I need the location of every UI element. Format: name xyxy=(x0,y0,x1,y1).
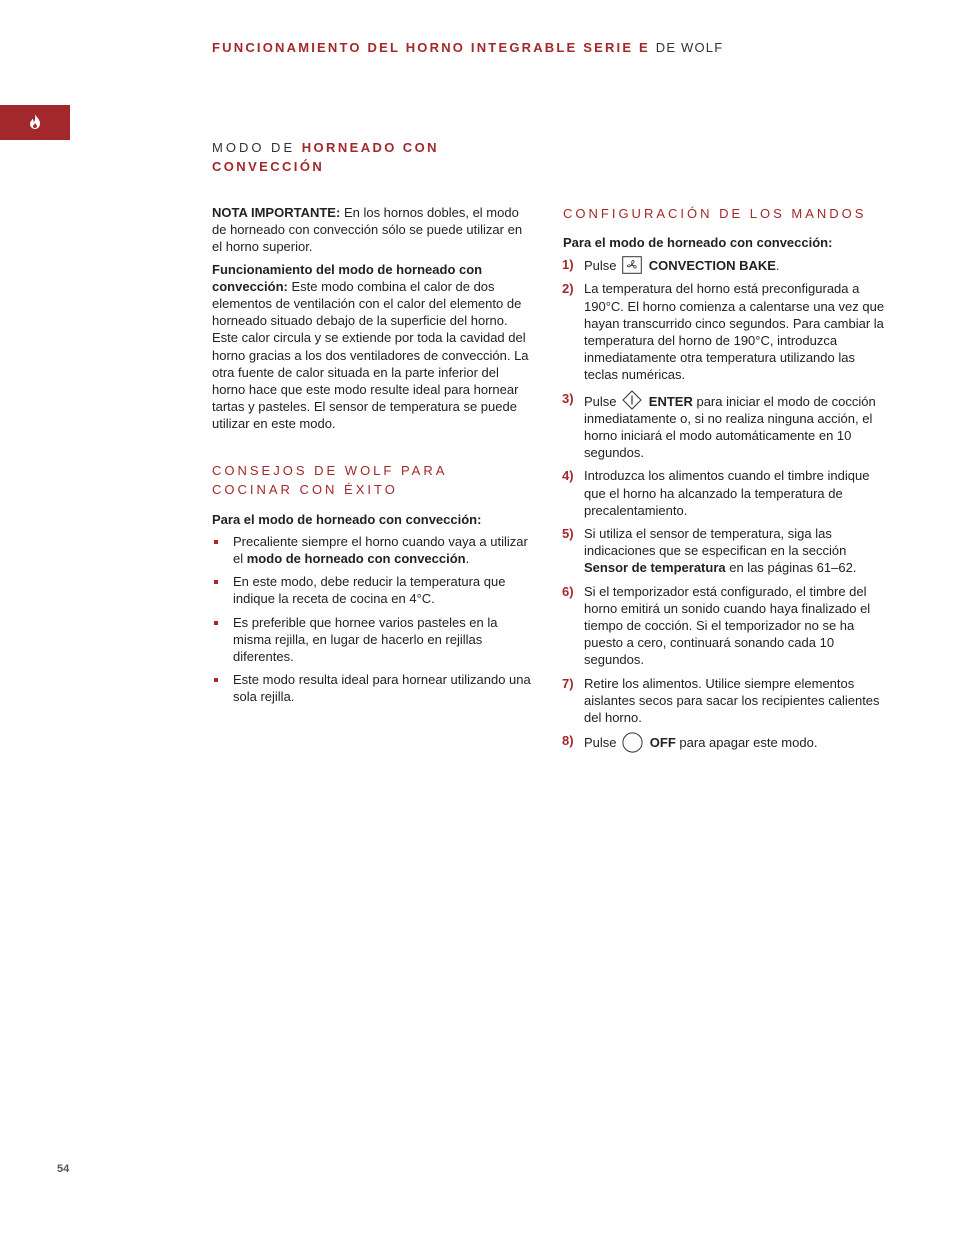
list-item xyxy=(212,671,534,705)
page-header xyxy=(212,40,723,55)
important-note xyxy=(212,204,534,256)
step-3-text: para iniciar el modo de cocción inmediatamente o, si no realiza ninguna acción, el horno iniciará el modo automáticamente en 10 segundos. xyxy=(584,393,876,461)
step-number: 1) xyxy=(562,257,574,273)
step-5-end: en las páginas 61–62. xyxy=(729,560,857,576)
step-4-text: Introduzca los alimentos cuando el timbre indique que el horno ha alcanzado la temperatura de precalentamiento. xyxy=(584,468,870,518)
header-brand: DE WOLF xyxy=(655,40,724,55)
step-7-text: Retire los alimentos. Utilice siempre elementos aislantes secos para sacar los recipientes calientes del horno. xyxy=(584,675,880,726)
steps-list xyxy=(563,256,885,753)
operation-label: Funcionamiento del modo de horneado con convección: xyxy=(212,261,483,294)
operation-text: Este modo combina el calor de dos elementos de ventilación con el calor del elemento de horneado situado debajo de la superficie del horno. Este calor circula y se extiende por toda la cavidad del horno gracias a los dos ventiladores de convección. La otra fuente de calor situada en la parte inferior del horno hace que este modo resulte ideal para hornear tartas y pasteles. El sensor de temperatura se puede utilizar en este modo. xyxy=(212,278,529,432)
off-button-icon xyxy=(622,732,643,753)
left-column xyxy=(212,204,534,712)
tips-intro: Para el modo de horneado con convección: xyxy=(212,511,482,527)
tips-list xyxy=(212,533,534,706)
list-item xyxy=(563,280,885,383)
section-title-light: MODO DE xyxy=(212,140,296,155)
bullet-icon xyxy=(214,621,218,625)
step-5-pre: Si utiliza el sensor de temperatura, siga las indicaciones que se especifican en la sección xyxy=(584,526,847,559)
bullet-icon xyxy=(214,678,218,682)
tips-title-line-2: COCINAR CON ÉXITO xyxy=(212,481,398,497)
tip-1-end: . xyxy=(465,551,470,567)
step-number: 5) xyxy=(562,526,574,542)
operation-paragraph xyxy=(212,261,534,433)
step-8-pre: Pulse xyxy=(584,735,617,751)
tip-4-text: Este modo resulta ideal para hornear utilizando una sola rejilla. xyxy=(233,672,531,705)
page-number: 54 xyxy=(57,1163,70,1175)
list-item xyxy=(563,525,885,577)
controls-title: CONFIGURACIÓN DE LOS MANDOS xyxy=(563,206,867,221)
step-number: 6) xyxy=(562,583,574,599)
step-number: 8) xyxy=(562,733,574,749)
right-column xyxy=(563,204,885,759)
list-item xyxy=(563,467,885,519)
step-3-bold: ENTER xyxy=(648,393,693,409)
step-5-bold: Sensor de temperatura xyxy=(584,560,726,576)
list-item xyxy=(563,583,885,669)
step-6-text: Si el temporizador está configurado, el timbre del horno emitirá un sonido cuando haya finalizado el tiempo de cocción. Si el temporizador no se ha puesto a cero, continuará sonando cada 10 segundos. xyxy=(584,583,871,668)
section-title xyxy=(212,138,512,176)
tips-title xyxy=(212,461,534,499)
step-1-bold: CONVECTION BAKE xyxy=(648,258,776,274)
step-3-pre: Pulse xyxy=(584,393,617,409)
section-tab xyxy=(0,105,70,140)
enter-button-icon xyxy=(622,390,642,410)
list-item xyxy=(212,533,534,567)
tip-3-text: Es preferible que hornee varios pasteles en la misma rejilla, en lugar de hacerlo en rejillas diferentes. xyxy=(233,614,498,665)
tip-1-bold: modo de horneado con convección xyxy=(246,551,466,567)
step-number: 2) xyxy=(562,281,574,297)
list-item xyxy=(563,390,885,462)
section-title-bold-2: CONVECCIÓN xyxy=(212,159,325,174)
step-8-bold: OFF xyxy=(649,735,676,751)
step-number: 3) xyxy=(562,390,574,406)
step-1-end: . xyxy=(775,258,780,274)
tip-1-text: Precaliente siempre el horno cuando vaya a utilizar el xyxy=(233,533,528,567)
list-item xyxy=(563,732,885,753)
step-8-end: para apagar este modo. xyxy=(679,735,818,751)
step-number: 7) xyxy=(562,675,574,691)
controls-intro: Para el modo de horneado con convección: xyxy=(563,235,833,250)
list-item xyxy=(212,614,534,666)
flame-icon xyxy=(28,113,42,130)
list-item xyxy=(212,573,534,607)
step-1-pre: Pulse xyxy=(584,258,617,274)
section-title-bold: HORNEADO CON xyxy=(301,140,439,155)
note-text: En los hornos dobles, el modo de horneado con convección sólo se puede utilizar en el horno superior. xyxy=(212,205,523,255)
list-item xyxy=(563,675,885,727)
convection-bake-button-icon xyxy=(622,256,642,274)
list-item xyxy=(563,256,885,274)
bullet-icon xyxy=(214,540,218,544)
step-2-text: La temperatura del horno está preconfigurada a 190°C. El horno comienza a calentarse una vez que hayan transcurrido cinco segundos. Para cambiar la temperatura del horno de 190°C, introduzca inmediatamente otra temperatura utilizando las teclas numéricas. xyxy=(584,281,885,383)
note-label: NOTA IMPORTANTE: xyxy=(212,205,341,220)
bullet-icon xyxy=(214,580,218,584)
tips-title-line-1: CONSEJOS DE WOLF PARA xyxy=(212,462,448,478)
step-number: 4) xyxy=(562,468,574,484)
header-title: FUNCIONAMIENTO DEL HORNO INTEGRABLE SERIE E xyxy=(212,40,650,55)
tip-2-text: En este modo, debe reducir la temperatura que indique la receta de cocina en 4°C. xyxy=(233,574,506,607)
